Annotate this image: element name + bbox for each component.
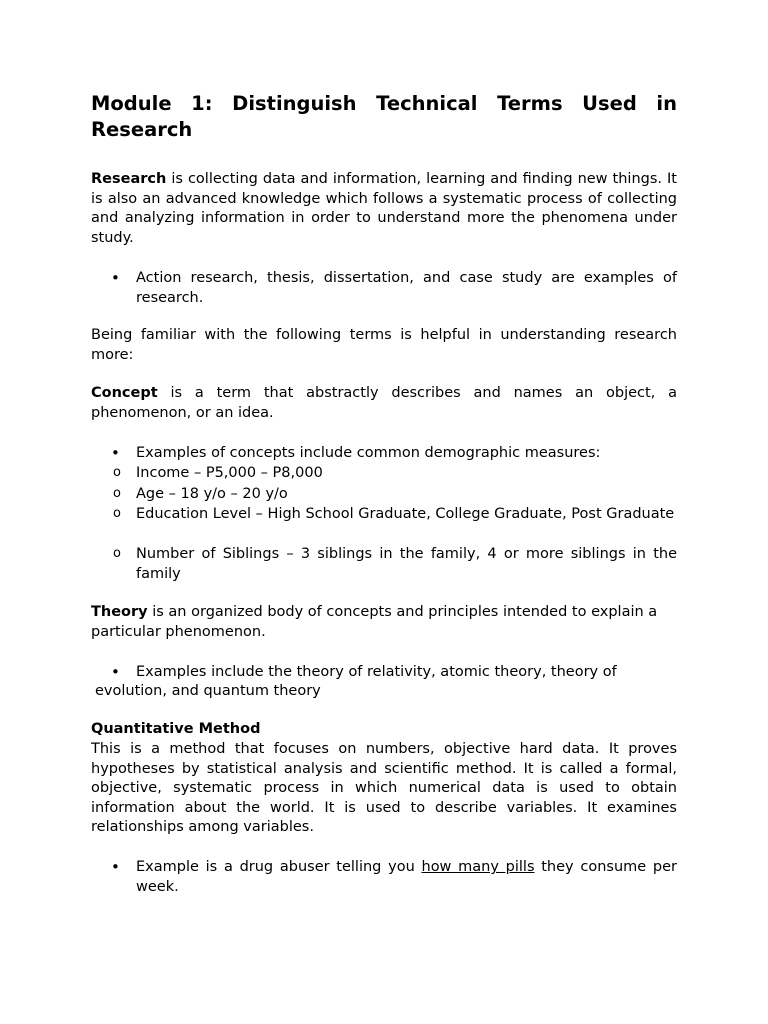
research-term: Research	[91, 171, 167, 187]
page-title: Module 1: Distinguish Technical Terms Used in Research	[91, 92, 677, 141]
bullet-marker: •	[111, 444, 120, 462]
quantitative-bullet-pre: Example is a drug abuser telling you	[136, 859, 422, 875]
quantitative-paragraph: This is a method that focuses on numbers, objective hard data. It proves hypotheses by statistical analysis and scientific method. It is called a formal, objective, systematic process in which numerical data is used to obtain information about the world. It is used to describe variables. It examines relationships among variables.	[91, 741, 677, 835]
research-bullet-text: Action research, thesis, dissertation, and case study are examples of research.	[136, 270, 677, 306]
theory-bullet-line1: Examples include the theory of relativity, atomic theory, theory of	[136, 664, 617, 680]
theory-bullet-continuation: evolution, and quantum theory	[95, 683, 321, 699]
sub-marker: o	[113, 546, 121, 561]
how-many-pills-underlined: how many pills	[421, 859, 535, 875]
concept-sub-text: Income – P5,000 – P8,000	[136, 465, 323, 481]
concept-sub-text: Education Level – High School Graduate, College Graduate, Post Graduate	[136, 506, 675, 522]
research-paragraph	[91, 170, 677, 248]
theory-definition: is an organized body of concepts and principles intended to explain a particular phenomenon.	[91, 604, 658, 640]
theory-term: Theory	[91, 604, 148, 620]
concept-paragraph	[91, 384, 677, 423]
concept-sub-text: Age – 18 y/o – 20 y/o	[136, 486, 288, 502]
research-definition: is collecting data and information, learning and finding new things. It is also an advanced knowledge which follows a systematic process of collecting and analyzing information in order to understand more the phenomena under study.	[91, 171, 677, 246]
quantitative-bullet-post: they consume per week.	[136, 859, 677, 895]
concept-sub-text: Number of Siblings – 3 siblings in the family, 4 or more siblings in the family	[136, 546, 677, 582]
quantitative-heading: Quantitative Method	[91, 721, 261, 737]
quantitative-bullet-text	[136, 857, 677, 897]
theory-paragraph	[91, 603, 677, 642]
sub-marker: o	[113, 465, 121, 480]
concept-bullet-text: Examples of concepts include common demographic measures:	[136, 445, 601, 461]
bullet-marker: •	[111, 858, 120, 876]
concept-definition: is a term that abstractly describes and names an object, a phenomenon, or an idea.	[91, 385, 677, 421]
bullet-marker: •	[111, 663, 120, 681]
concept-term: Concept	[91, 385, 158, 401]
sub-marker: o	[113, 486, 121, 501]
familiar-paragraph: Being familiar with the following terms is helpful in understanding research more:	[91, 327, 677, 363]
sub-marker: o	[113, 506, 121, 521]
bullet-marker: •	[111, 269, 120, 287]
